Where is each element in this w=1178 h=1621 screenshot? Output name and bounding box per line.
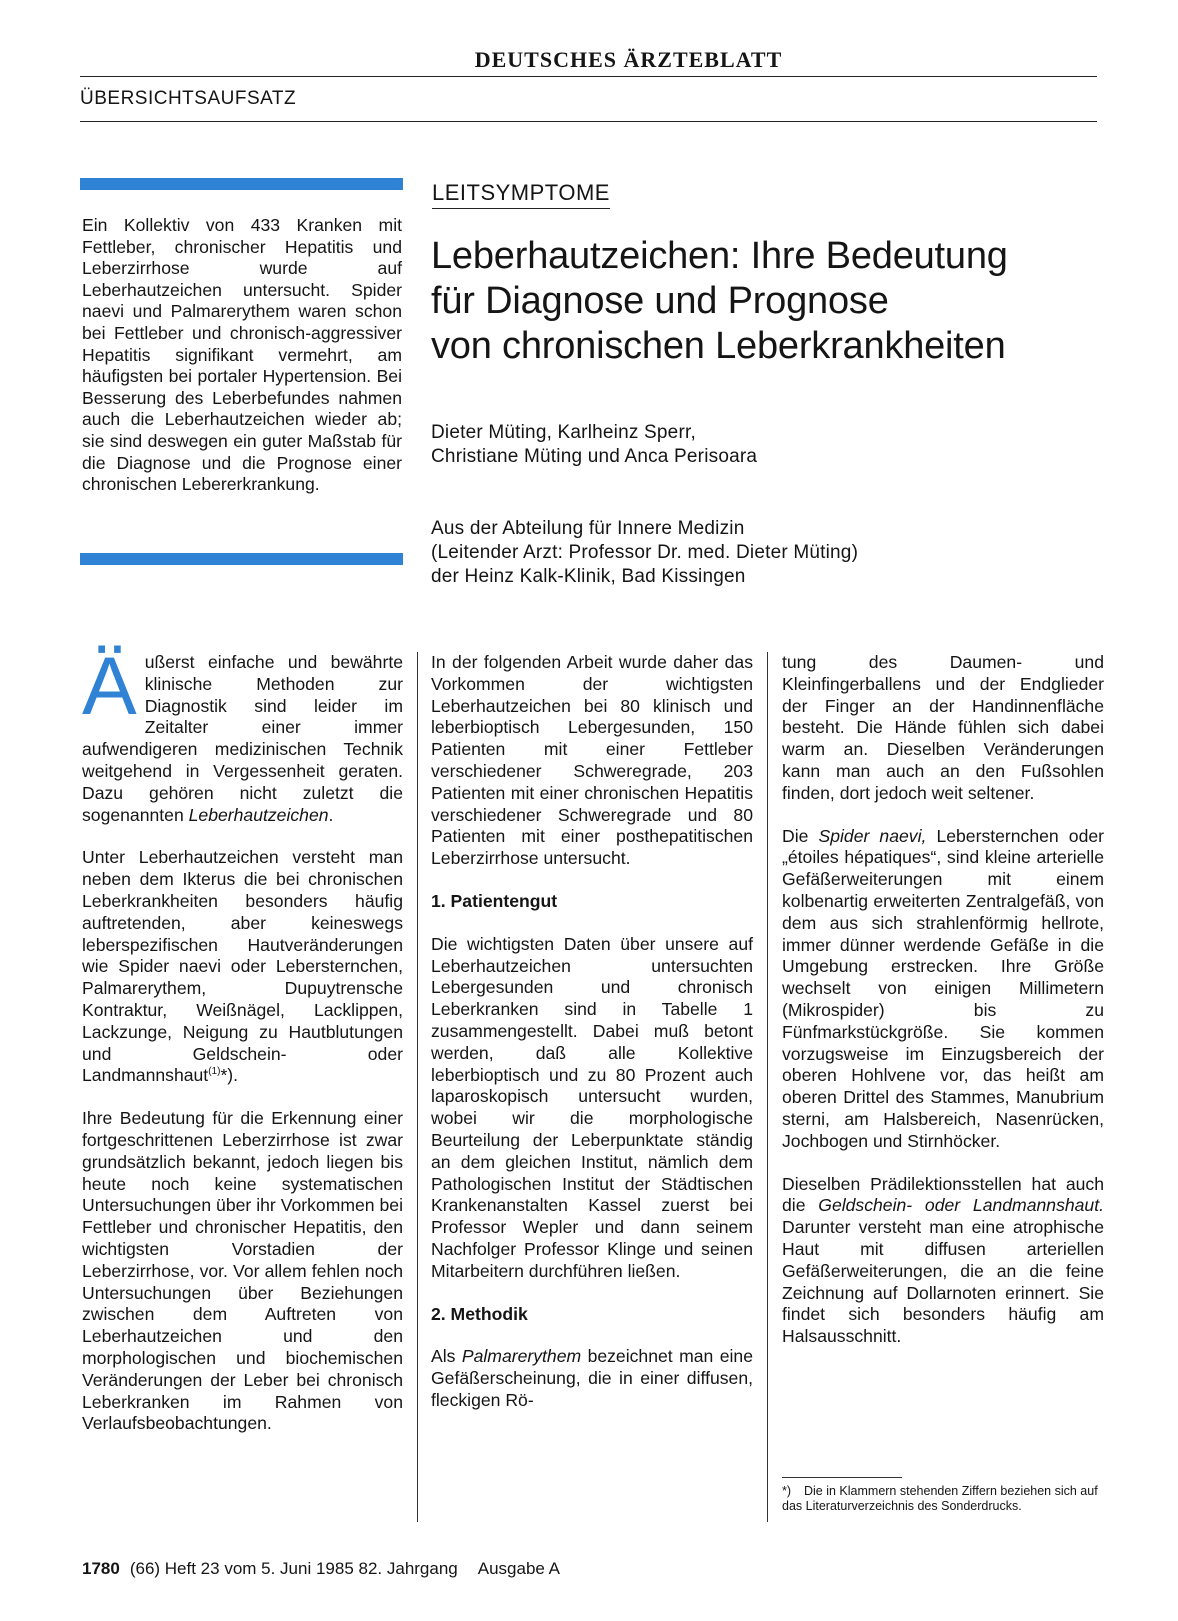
- paragraph: [82, 641, 403, 826]
- paragraph: [82, 847, 403, 1087]
- paragraph: tung des Daumen- und Kleinfingerballens und der Endglieder der Finger an der Handinnenfläche besteht. Die Hände fühlen sich dabei warm an. Dieselben Veränderungen kann man auch an den Fußsohlen finden, dort jedoch weit seltener.: [782, 652, 1104, 803]
- footnote-mark: *): [782, 1484, 792, 1498]
- header-rule: [80, 121, 1097, 122]
- paragraph: In der folgenden Arbeit wurde daher das Vorkommen der wichtigsten Leberhautzeichen bei 80 klinisch und leberbioptisch Lebergesunden, 150 Patienten mit einer Fettleber verschiedener Schweregrade, 203 Patienten mit einer chronischen Hepatitis verschiedener Schweregrade und 80 Patienten mit einer posthepatitischen Leberzirrhose untersucht.: [431, 652, 753, 869]
- abstract: Ein Kollektiv von 433 Kranken mit Fettleber, chronischer Hepatitis und Leberzirrhose wurde auf Leberhautzeichen untersucht. Spider naevi und Palmarerythem waren schon bei Fettleber und chronisch-aggressiver Hepatitis signifikant vermehrt, am häufigsten bei portaler Hypertension. Bei Besserung des Leberbefundes nahmen auch die Leberhautzeichen wieder ab; sie sind deswegen ein guter Maßstab für die Diagnose und die Prognose einer chronischen Lebererkrankung.: [82, 215, 402, 495]
- text: Lebersternchen oder „étoiles hépatiques“, sind kleine arterielle Gefäßerweiterungen mit einem kolbenartig erweiterten Zentralgefäß, von dem aus sich strahlenförmig hellrote, immer dünner werdende Gefäße in die Umgebung erstrecken. Ihre Größe wechselt von einigen Millimetern (Mikrospider) bis zu Fünfmarkstückgröße. Sie kommen vorzugsweise im Einzugsbereich der oberen Hohlvene vor, das heißt am oberen Drittel des Stammes, Manubrium sterni, am Halsbereich, Nasenrücken, Jochbogen und Stirnhöcker.: [782, 825, 1104, 1151]
- article-title: [431, 234, 1111, 369]
- edition-label: Ausgabe A: [477, 1559, 561, 1578]
- section-heading: 1. Patientengut: [431, 890, 558, 911]
- italic-term: Palmarerythem: [461, 1346, 582, 1367]
- text: Darunter versteht man eine atrophische Haut mit diffusen arteriellen Gefäßerweiterungen, die an die feine Zeichnung auf Dollarnoten erinnert. Sie findet sich besonders häufig am Halsausschnitt.: [782, 1217, 1104, 1347]
- column-divider: [417, 652, 418, 1522]
- body-column-2: [431, 652, 753, 1433]
- affiliation: [431, 517, 1091, 589]
- page-footer: [82, 1559, 560, 1579]
- italic-term: Spider naevi,: [818, 825, 927, 846]
- column-divider: [767, 652, 768, 1522]
- drop-cap: Ä: [82, 641, 137, 732]
- authors-line: Christiane Müting und Anca Perisoara: [431, 446, 758, 467]
- text: Dieselben Prädilektionsstellen hat auch die: [782, 1173, 1104, 1216]
- text: bezeichnet man eine Gefäßerscheinung, die in einer diffusen, fleckigen Rö-: [431, 1346, 753, 1410]
- text: Als: [431, 1346, 462, 1367]
- authors-line: Dieter Müting, Karlheinz Sperr,: [431, 422, 696, 443]
- body-column-3: [782, 652, 1104, 1369]
- title-line: für Diagnose und Prognose: [431, 280, 889, 322]
- paragraph: Die wichtigsten Daten über unsere auf Leberhautzeichen untersuchten Lebergesunden und chronisch Leberkranken sind in Tabelle 1 zusammengestellt. Dabei muß betont werden, daß alle Kollektive leberbioptisch und zu 80 Prozent auch laparoskopisch untersucht wurden, wobei wir die morphologische Beurteilung der Leberpunktate ständig an dem gleichen Institut, nämlich dem Pathologischen Institut der Städtischen Krankenanstalten Kassel zuerst bei Professor Wepler und dann seinem Nachfolger Professor Klinge und seinen Mitarbeitern durchführen ließen.: [431, 933, 753, 1281]
- abstract-bottom-bar: [80, 553, 403, 565]
- footnote-rule: [782, 1477, 902, 1478]
- text: .: [328, 804, 334, 825]
- masthead: [80, 48, 1097, 77]
- text: ußerst einfache und bewährte klinische Methoden zur Diagnostik sind leider im Zeitalter einer immer aufwendigeren medizinischen Technik weitgehend in Vergessenheit geraten. Dazu gehören nicht zuletzt die sogenannten: [82, 652, 403, 825]
- footnote-text: Die in Klammern stehenden Ziffern beziehen sich auf das Literaturverzeichnis des Sonderdrucks.: [782, 1484, 1098, 1513]
- authors: [431, 421, 1091, 469]
- masthead-title: DEUTSCHES ÄRZTEBLATT: [474, 47, 783, 72]
- paragraph: [431, 1346, 753, 1411]
- title-line: von chronischen Leberkrankheiten: [431, 325, 1006, 367]
- footnote: [782, 1484, 1104, 1514]
- paragraph: [782, 826, 1104, 1153]
- affiliation-line: Aus der Abteilung für Innere Medizin: [431, 518, 745, 539]
- page-number: 1780: [82, 1559, 120, 1578]
- affiliation-line: (Leitender Arzt: Professor Dr. med. Dieter Müting): [431, 542, 859, 563]
- section-label: ÜBERSICHTSAUFSATZ: [80, 88, 297, 109]
- italic-term: Leberhautzeichen: [188, 804, 329, 825]
- italic-term: Geldschein- oder Landmannshaut.: [818, 1195, 1104, 1216]
- paragraph: Ihre Bedeutung für die Erkennung einer fortgeschrittenen Leberzirrhose ist zwar grundsätzlich bekannt, jedoch liegen bis heute noch keine systematischen Untersuchungen über ihr Vorkommen bei Fettleber und chronischer Hepatitis, den wichtigsten Vorstadien der Leberzirrhose, vor. Vor allem fehlen noch Untersuchungen über Beziehungen zwischen dem Auftreten von Leberhautzeichen und den morphologischen und biochemischen Veränderungen der Leber bei chronisch Leberkranken im Rahmen von Verlaufsbeobachtungen.: [82, 1108, 403, 1434]
- text: *).: [220, 1065, 239, 1086]
- kicker: LEITSYMPTOME: [432, 180, 610, 209]
- title-line: Leberhautzeichen: Ihre Bedeutung: [431, 235, 1008, 277]
- issue-info: (66) Heft 23 vom 5. Juni 1985 82. Jahrgang: [129, 1559, 458, 1578]
- paragraph: [782, 1174, 1104, 1348]
- text: Die: [782, 825, 819, 846]
- text: Unter Leberhautzeichen versteht man neben dem Ikterus die bei chronischen Leberkrankheiten besonders häufig auftretenden, aber keineswegs leberspezifischen Hautveränderungen wie Spider naevi oder Lebersternchen, Palmarerythem, Dupuytrensche Kontraktur, Weißnägel, Lacklippen, Lackzunge, Neigung zu Hautblutungen und Geldschein- oder Landmannshaut: [82, 847, 403, 1086]
- reference-marker: (1): [208, 1066, 221, 1078]
- body-column-1: [82, 641, 403, 1456]
- affiliation-line: der Heinz Kalk-Klinik, Bad Kissingen: [431, 566, 746, 587]
- abstract-top-bar: [80, 178, 403, 190]
- section-heading: 2. Methodik: [431, 1303, 528, 1324]
